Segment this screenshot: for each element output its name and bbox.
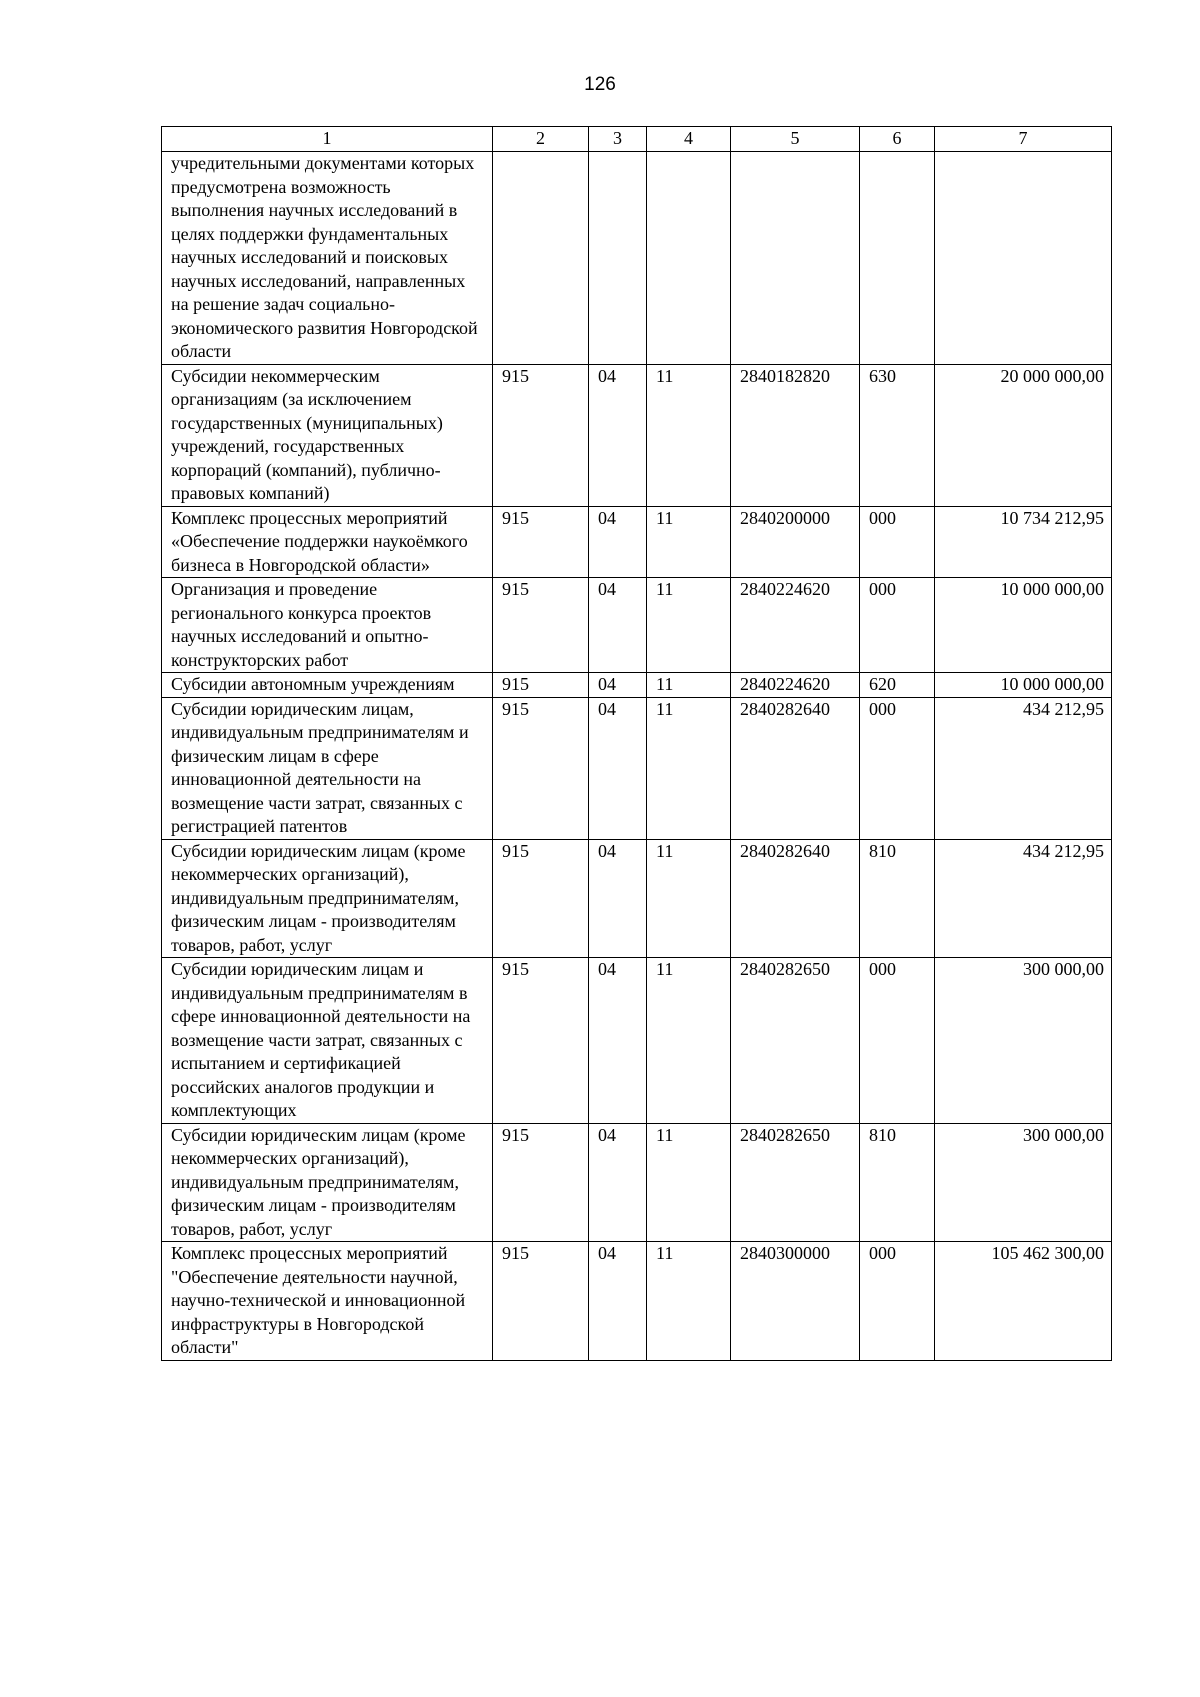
- row-col-3: 04: [589, 1123, 647, 1242]
- row-col-4: 11: [647, 673, 731, 698]
- row-col-4: [647, 152, 731, 365]
- row-col-2: 915: [493, 364, 589, 506]
- table-row: [162, 152, 1112, 365]
- table-row: [162, 697, 1112, 839]
- table-row: [162, 364, 1112, 506]
- header-col-5: 5: [731, 127, 860, 152]
- table-row: [162, 1242, 1112, 1361]
- row-col-4: 11: [647, 506, 731, 578]
- row-col-4: 11: [647, 364, 731, 506]
- header-col-4: 4: [647, 127, 731, 152]
- row-name: Субсидии некоммерческим организациям (за исключением государственных (муниципальных) учреждений, государственных корпораций (компаний), публично-правовых компаний): [162, 364, 493, 506]
- row-name: Субсидии юридическим лицам, индивидуальным предпринимателям и физическим лицам в сфере инновационной деятельности на возмещение части затрат, связанных с регистрацией патентов: [162, 697, 493, 839]
- row-amount: 10 000 000,00: [935, 578, 1112, 673]
- row-col-4: 11: [647, 1123, 731, 1242]
- row-amount: [935, 152, 1112, 365]
- row-col-4: 11: [647, 697, 731, 839]
- page-number: 126: [584, 74, 616, 95]
- row-col-5: 2840300000: [731, 1242, 860, 1361]
- header-col-6: 6: [860, 127, 935, 152]
- row-col-5: 2840282640: [731, 839, 860, 958]
- row-col-2: 915: [493, 506, 589, 578]
- row-col-2: 915: [493, 958, 589, 1124]
- row-col-3: 04: [589, 839, 647, 958]
- row-col-5: [731, 152, 860, 365]
- header-col-3: 3: [589, 127, 647, 152]
- row-name: учредительными документами которых предусмотрена возможность выполнения научных исследований в целях поддержки фундаментальных научных исследований и поисковых научных исследований, направленных на решение задач социально-экономического развития Новгородской области: [162, 152, 493, 365]
- table-row: [162, 578, 1112, 673]
- table-row: [162, 673, 1112, 698]
- row-col-3: 04: [589, 673, 647, 698]
- row-amount: 300 000,00: [935, 1123, 1112, 1242]
- row-name: Комплекс процессных мероприятий "Обеспечение деятельности научной, научно-технической и инновационной инфраструктуры в Новгородской области": [162, 1242, 493, 1361]
- row-col-3: 04: [589, 697, 647, 839]
- header-col-2: 2: [493, 127, 589, 152]
- row-name: Комплекс процессных мероприятий «Обеспечение поддержки наукоёмкого бизнеса в Новгородской области»: [162, 506, 493, 578]
- row-col-6: 620: [860, 673, 935, 698]
- row-col-6: 000: [860, 1242, 935, 1361]
- row-col-3: 04: [589, 506, 647, 578]
- row-col-6: 000: [860, 697, 935, 839]
- row-col-6: 810: [860, 1123, 935, 1242]
- row-col-6: [860, 152, 935, 365]
- row-col-5: 2840282650: [731, 958, 860, 1124]
- table-row: [162, 1123, 1112, 1242]
- row-amount: 434 212,95: [935, 697, 1112, 839]
- header-col-1: 1: [162, 127, 493, 152]
- row-col-4: 11: [647, 578, 731, 673]
- row-col-6: 000: [860, 578, 935, 673]
- row-col-2: 915: [493, 1123, 589, 1242]
- row-amount: 10 000 000,00: [935, 673, 1112, 698]
- row-col-5: 2840200000: [731, 506, 860, 578]
- table-row: [162, 839, 1112, 958]
- budget-table: [161, 126, 1112, 1361]
- row-name: Субсидии юридическим лицам (кроме некоммерческих организаций), индивидуальным предпринимателям, физическим лицам - производителям товаров, работ, услуг: [162, 1123, 493, 1242]
- row-col-3: 04: [589, 364, 647, 506]
- row-col-3: 04: [589, 1242, 647, 1361]
- row-col-6: 630: [860, 364, 935, 506]
- table-row: [162, 506, 1112, 578]
- row-col-5: 2840182820: [731, 364, 860, 506]
- row-col-5: 2840282640: [731, 697, 860, 839]
- table-header: [162, 127, 1112, 152]
- header-row: [162, 127, 1112, 152]
- row-col-2: 915: [493, 578, 589, 673]
- row-col-3: [589, 152, 647, 365]
- row-col-4: 11: [647, 1242, 731, 1361]
- row-col-4: 11: [647, 839, 731, 958]
- table-body: [162, 152, 1112, 1361]
- row-name: Субсидии юридическим лицам и индивидуальным предпринимателям в сфере инновационной деятельности на возмещение части затрат, связанных с испытанием и сертификацией российских аналогов продукции и комплектующих: [162, 958, 493, 1124]
- row-name: Организация и проведение регионального конкурса проектов научных исследований и опытно-конструкторских работ: [162, 578, 493, 673]
- row-amount: 434 212,95: [935, 839, 1112, 958]
- row-col-4: 11: [647, 958, 731, 1124]
- row-amount: 20 000 000,00: [935, 364, 1112, 506]
- row-col-2: 915: [493, 697, 589, 839]
- row-name: Субсидии юридическим лицам (кроме некоммерческих организаций), индивидуальным предпринимателям, физическим лицам - производителям товаров, работ, услуг: [162, 839, 493, 958]
- row-col-2: [493, 152, 589, 365]
- table-row: [162, 958, 1112, 1124]
- row-col-6: 000: [860, 506, 935, 578]
- row-col-6: 000: [860, 958, 935, 1124]
- row-amount: 300 000,00: [935, 958, 1112, 1124]
- row-amount: 105 462 300,00: [935, 1242, 1112, 1361]
- row-col-3: 04: [589, 958, 647, 1124]
- row-col-5: 2840224620: [731, 578, 860, 673]
- row-col-2: 915: [493, 1242, 589, 1361]
- row-col-6: 810: [860, 839, 935, 958]
- row-col-2: 915: [493, 839, 589, 958]
- row-col-5: 2840282650: [731, 1123, 860, 1242]
- row-col-2: 915: [493, 673, 589, 698]
- row-name: Субсидии автономным учреждениям: [162, 673, 493, 698]
- row-col-3: 04: [589, 578, 647, 673]
- row-col-5: 2840224620: [731, 673, 860, 698]
- header-col-7: 7: [935, 127, 1112, 152]
- row-amount: 10 734 212,95: [935, 506, 1112, 578]
